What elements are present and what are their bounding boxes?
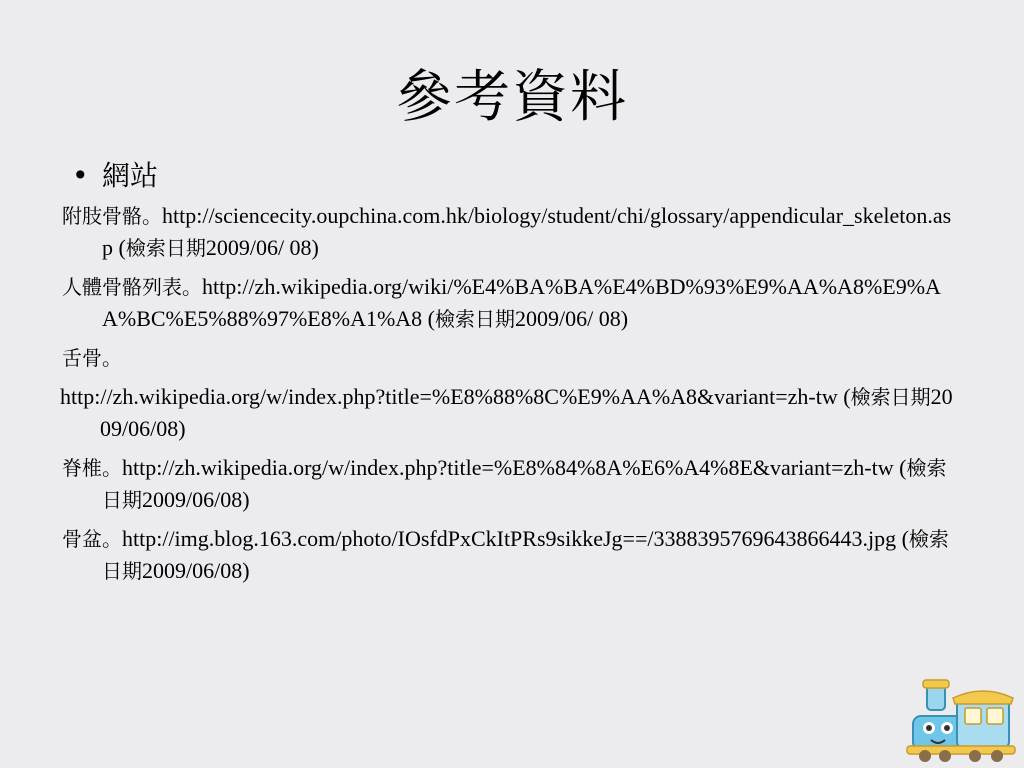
reference-url[interactable]: http://zh.wikipedia.org/w/index.php?title=%E8%84%8A%E6%A4%8E&variant=zh-tw [122,455,894,480]
reference-date-prefix: ( [901,526,909,551]
cartoon-train-icon [905,676,1017,762]
bullet-label: 網站 [102,159,159,192]
reference-name: 附肢骨骼。 [62,204,162,228]
reference-url[interactable]: http://img.blog.163.com/photo/IOsfdPxCkItPRs9sikkeJg==/3388395769643866443.jpg [122,526,897,551]
reference-item [62,271,962,335]
reference-date: 2009/06/08) [142,487,250,512]
reference-date-label: 檢索日期 [435,307,515,331]
reference-name: 舌骨。 [62,346,122,370]
reference-date-label: 檢索日期 [102,456,947,512]
reference-item [60,381,962,445]
reference-date: 2009/06/08) [142,558,250,583]
reference-item [62,523,962,587]
reference-url[interactable]: http://zh.wikipedia.org/wiki/%E4%BA%BA%E4%BD%93%E9%AA%A8%E9%AA%BC%E5%88%97%E8%A1%A8 [102,274,941,331]
reference-item [62,452,962,516]
bullet-item-websites [72,158,158,194]
reference-list [62,200,962,594]
reference-date-prefix: ( [843,384,851,409]
reference-date: 2009/06/08) [100,384,953,441]
reference-name: 人體骨骼列表。 [62,275,202,299]
reference-date-label: 檢索日期 [850,385,931,409]
bullet-dot: • [72,159,89,192]
reference-name: 骨盆。 [62,527,122,551]
reference-date-prefix: ( [427,306,435,331]
reference-item [62,200,962,264]
reference-item [62,342,962,374]
reference-date: 2009/06/ 08) [205,235,319,260]
slide-title: 參考資料 [396,65,628,130]
reference-date-label: 檢索日期 [125,236,206,260]
reference-date-label: 檢索日期 [102,527,949,583]
reference-date-prefix: ( [118,235,126,260]
reference-date: 2009/06/ 08) [515,306,629,331]
reference-name: 脊椎。 [62,456,122,480]
reference-url[interactable]: http://sciencecity.oupchina.com.hk/biology/student/chi/glossary/appendicular_skeleton.asp [102,203,952,260]
reference-url[interactable]: http://zh.wikipedia.org/w/index.php?title=%E8%88%8C%E9%AA%A8&variant=zh-tw [60,384,838,409]
reference-date-prefix: ( [899,455,907,480]
